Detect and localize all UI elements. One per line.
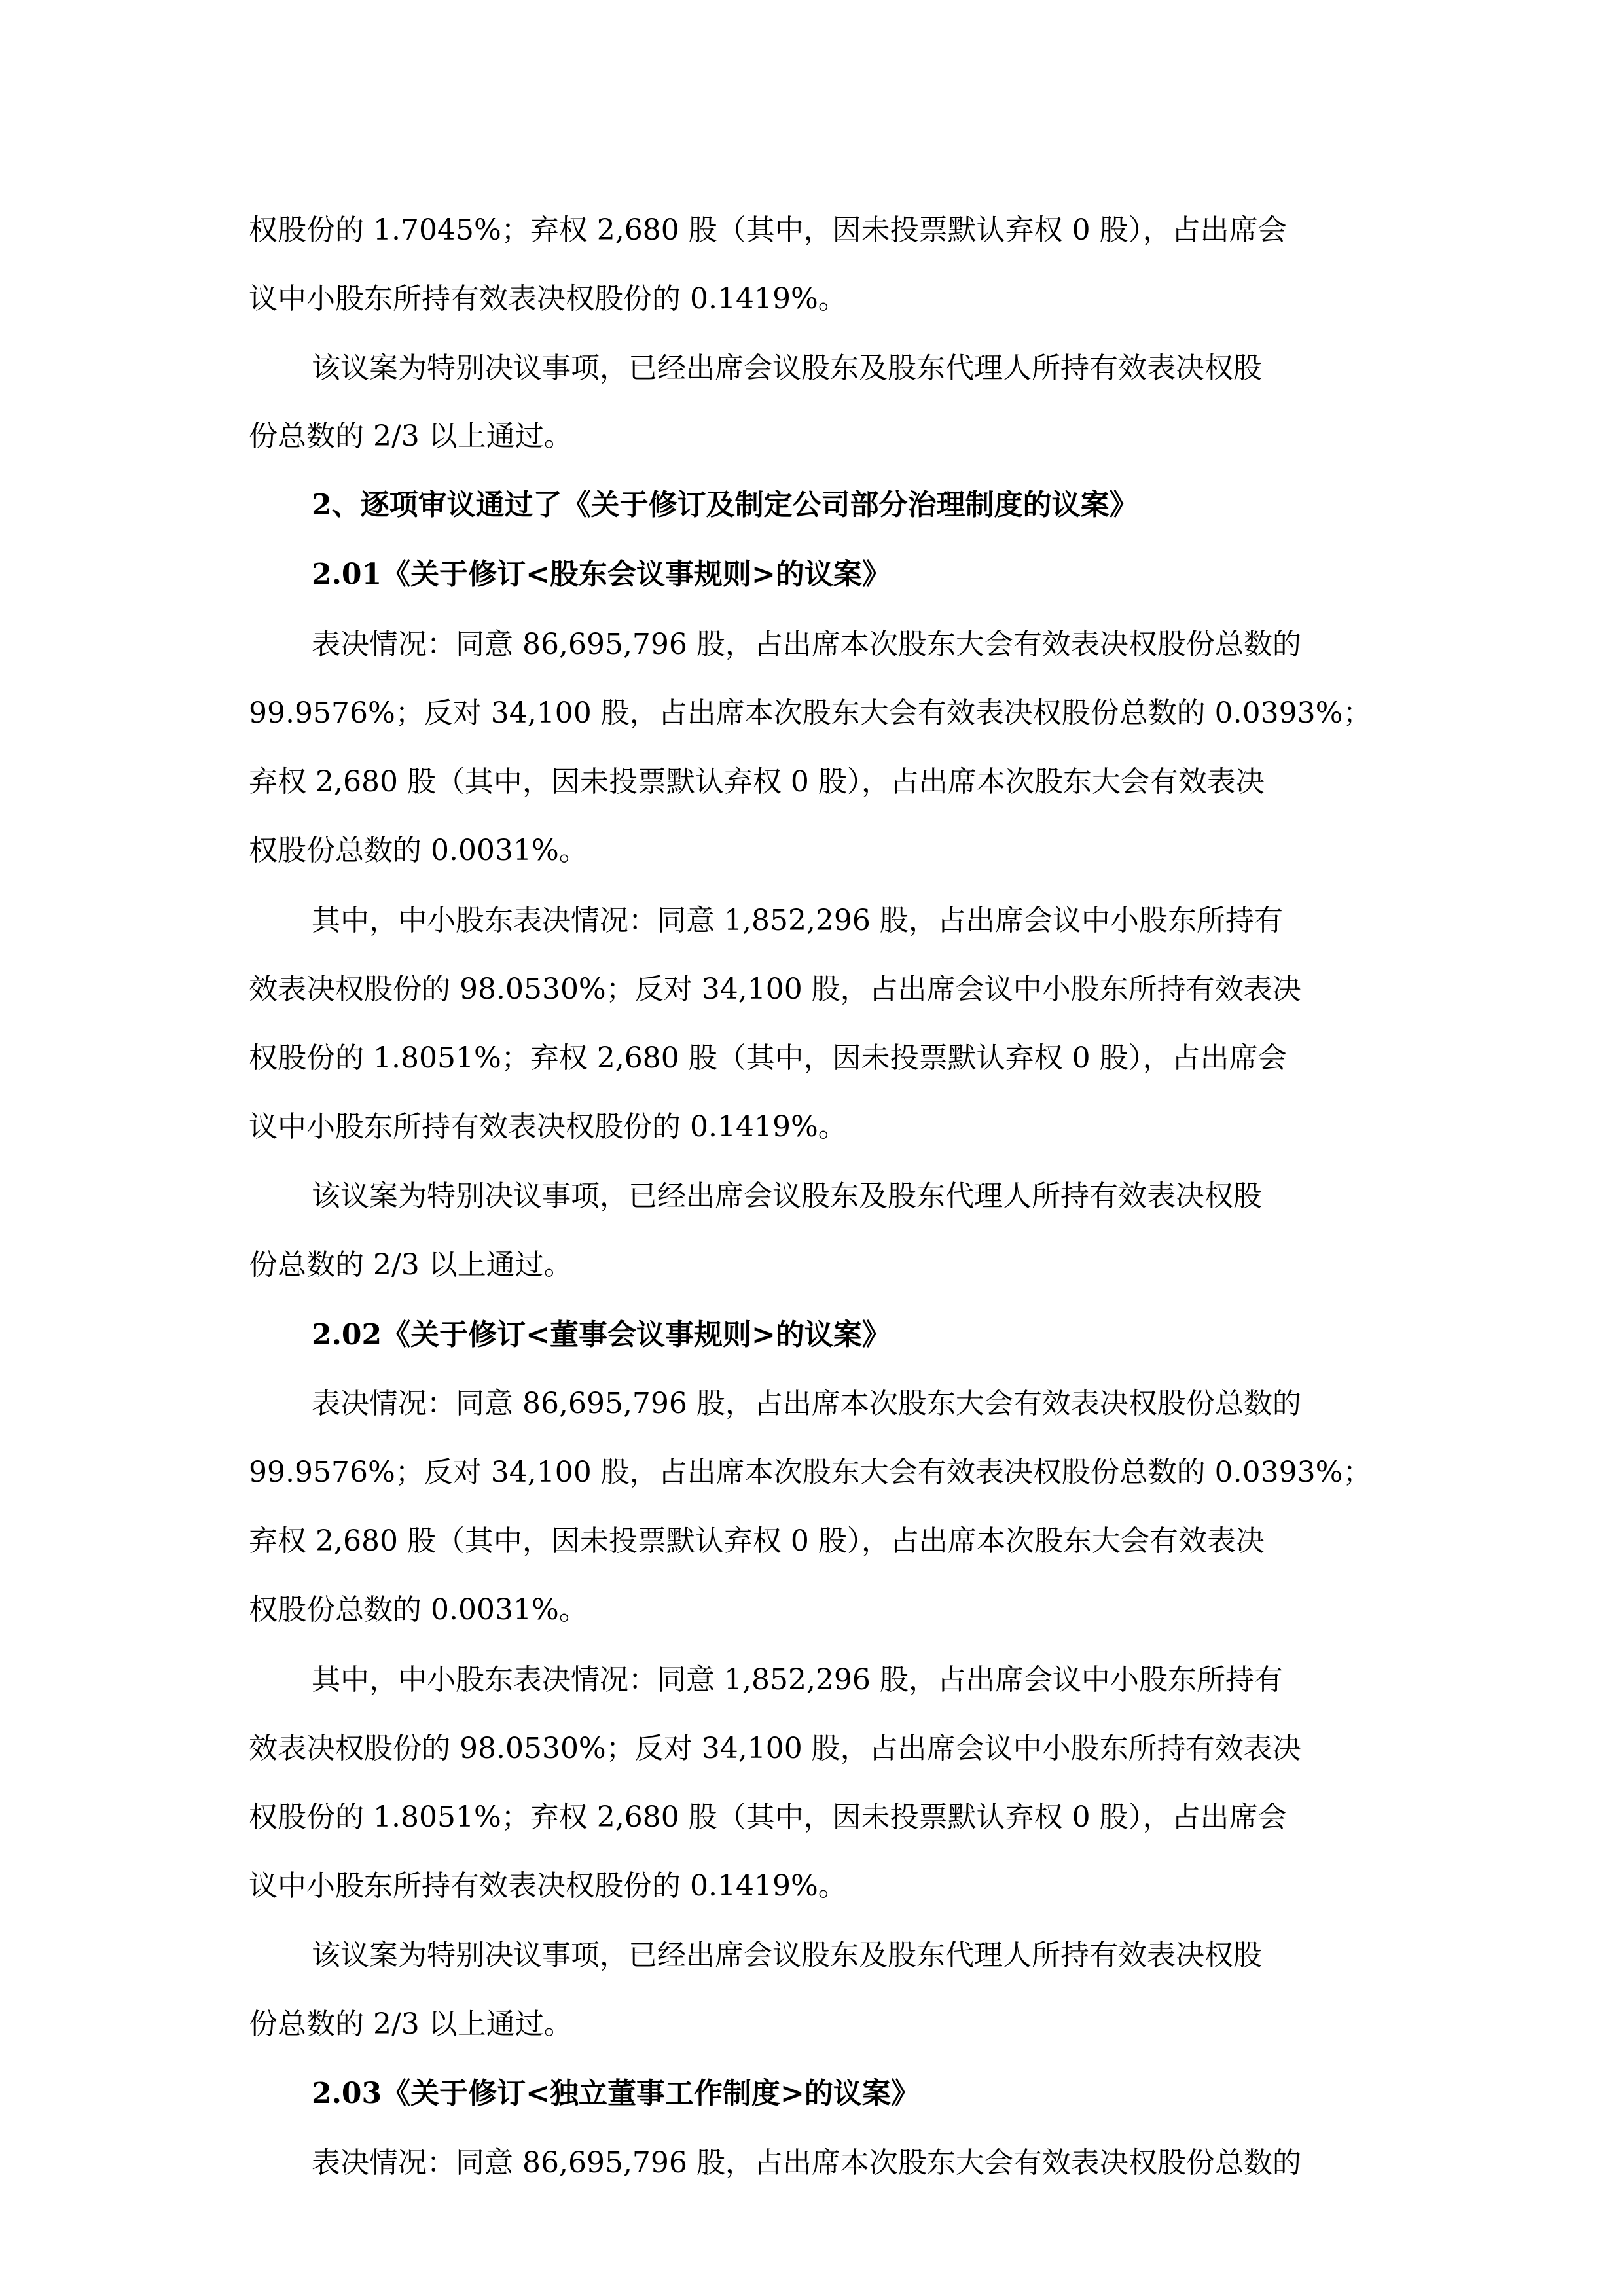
text-line: 弃权 2,680 股（其中，因未投票默认弃权 0 股），占出席本次股东大会有效表决 — [249, 765, 1265, 798]
text-line: 权股份的 1.8051%；弃权 2,680 股（其中，因未投票默认弃权 0 股），占出席会 — [249, 1041, 1287, 1075]
text-line: 权股份总数的 0.0031%。 — [249, 834, 588, 867]
text-line: 弃权 2,680 股（其中，因未投票默认弃权 0 股），占出席本次股东大会有效表决 — [249, 1524, 1265, 1558]
subsection-heading: 2.03《关于修订<独立董事工作制度>的议案》 — [312, 2077, 920, 2110]
text-line: 权股份的 1.7045%；弃权 2,680 股（其中，因未投票默认弃权 0 股），占出席会 — [249, 213, 1287, 247]
subsection-heading: 2.02《关于修订<董事会议事规则>的议案》 — [312, 1318, 891, 1352]
section-heading: 2、逐项审议通过了《关于修订及制定公司部分治理制度的议案》 — [312, 488, 1138, 522]
text-line: 份总数的 2/3 以上通过。 — [249, 420, 573, 453]
text-line: 其中，中小股东表决情况：同意 1,852,296 股，占出席会议中小股东所持有 — [312, 1663, 1283, 1696]
text-line: 该议案为特别决议事项，已经出席会议股东及股东代理人所持有效表决权股 — [312, 1939, 1262, 1972]
text-line: 该议案为特别决议事项，已经出席会议股东及股东代理人所持有效表决权股 — [312, 1179, 1262, 1213]
text-line: 表决情况：同意 86,695,796 股，占出席本次股东大会有效表决权股份总数的 — [312, 628, 1301, 661]
text-line: 99.9576%；反对 34,100 股，占出席本次股东大会有效表决权股份总数的 0.0393%； — [249, 696, 1372, 730]
text-line: 份总数的 2/3 以上通过。 — [249, 2007, 573, 2041]
subsection-heading: 2.01《关于修订<股东会议事规则>的议案》 — [312, 558, 891, 591]
text-line: 权股份总数的 0.0031%。 — [249, 1593, 588, 1626]
text-line: 议中小股东所持有效表决权股份的 0.1419%。 — [249, 1110, 847, 1143]
text-line: 议中小股东所持有效表决权股份的 0.1419%。 — [249, 282, 847, 315]
text-line: 议中小股东所持有效表决权股份的 0.1419%。 — [249, 1869, 847, 1903]
text-line: 效表决权股份的 98.0530%；反对 34,100 股，占出席会议中小股东所持有效表决 — [249, 973, 1301, 1006]
text-line: 份总数的 2/3 以上通过。 — [249, 1248, 573, 1282]
text-line: 99.9576%；反对 34,100 股，占出席本次股东大会有效表决权股份总数的 0.0393%； — [249, 1456, 1372, 1489]
text-line: 权股份的 1.8051%；弃权 2,680 股（其中，因未投票默认弃权 0 股），占出席会 — [249, 1801, 1287, 1834]
text-line: 其中，中小股东表决情况：同意 1,852,296 股，占出席会议中小股东所持有 — [312, 904, 1283, 937]
text-line: 表决情况：同意 86,695,796 股，占出席本次股东大会有效表决权股份总数的 — [312, 2146, 1301, 2179]
text-line: 效表决权股份的 98.0530%；反对 34,100 股，占出席会议中小股东所持有效表决 — [249, 1732, 1301, 1765]
text-line: 表决情况：同意 86,695,796 股，占出席本次股东大会有效表决权股份总数的 — [312, 1387, 1301, 1420]
text-line: 该议案为特别决议事项，已经出席会议股东及股东代理人所持有效表决权股 — [312, 351, 1262, 385]
